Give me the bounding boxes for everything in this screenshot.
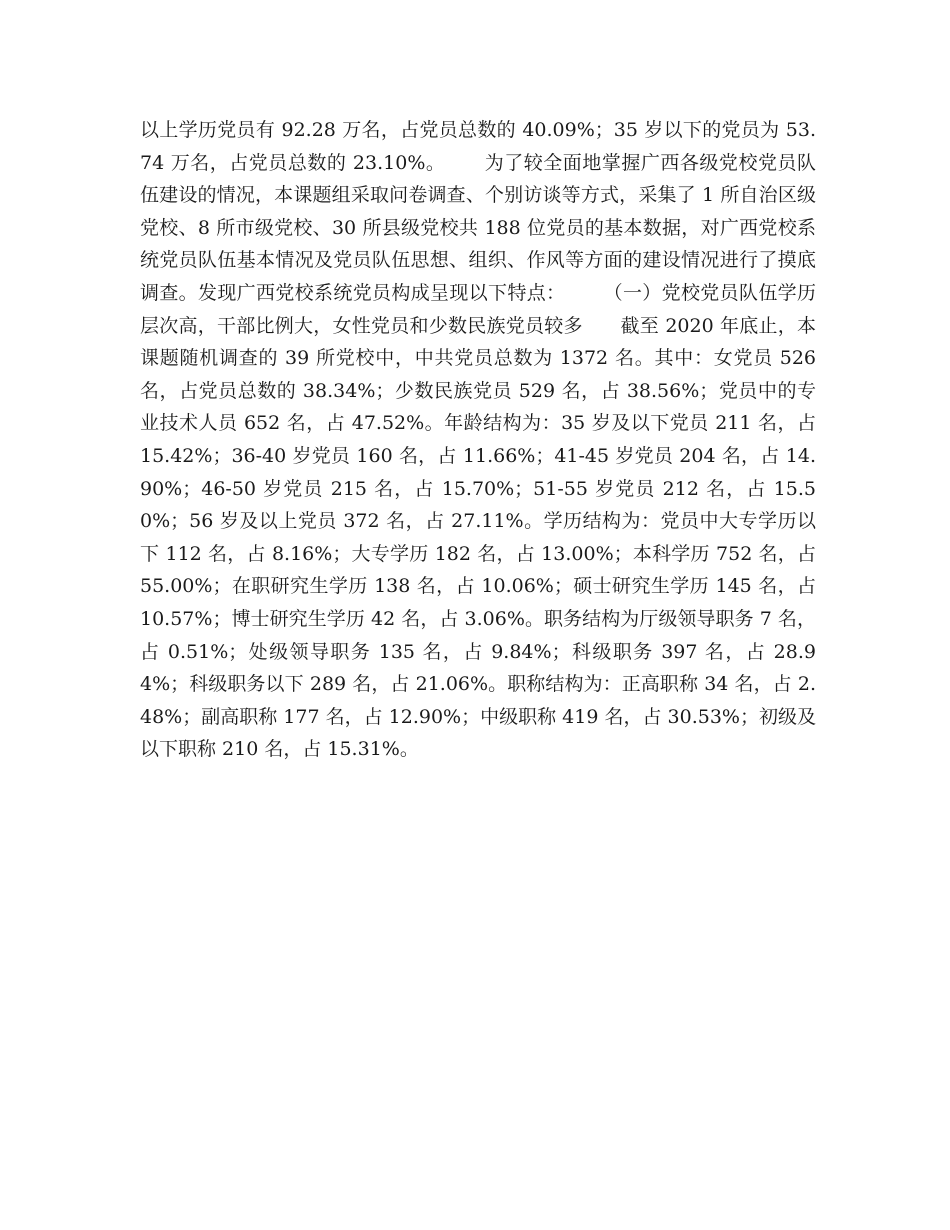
body-paragraph: 以上学历党员有 92.28 万名，占党员总数的 40.09%；35 岁以下的党员为 53.74 万名，占党员总数的 23.10%。 为了较全面地掌握广西各级党校党员队伍建设的情况，本课题组采取问卷调查、个别访谈等方式，采集了 1 所自治区级党校、8 所市级党校、30 所县级党校共 188 位党员的基本数据，对广西党校系统党员队伍基本情况及党员队伍思想、组织、作风等方面的建设情况进行了摸底调查。发现广西党校系统党员构成呈现以下特点： （一）党校党员队伍学历层次高，干部比例大，女性党员和少数民族党员较多 截至 2020 年底止，本课题随机调查的 39 所党校中，中共党员总数为 1372 名。其中：女党员 526 名，占党员总数的 38.34%；少数民族党员 529 名，占 38.56%；党员中的专业技术人员 652 名，占 47.52%。年龄结构为：35 岁及以下党员 211 名，占 15.42%；36-40 岁党员 160 名，占 11.66%；41-45 岁党员 204 名，占 14.90%；46-50 岁党员 215 名，占 15.70%；51-55 岁党员 212 名，占 15.50%；56 岁及以上党员 372 名，占 27.11%。学历结构为：党员中大专学历以下 112 名，占 8.16%；大专学历 182 名，占 13.00%；本科学历 752 名，占 55.00%；在职研究生学历 138 名，占 10.06%；硕士研究生学历 145 名，占 10.57%；博士研究生学历 42 名，占 3.06%。职务结构为厅级领导职务 7 名，占 0.51%；处级领导职务 135 名，占 9.84%；科级职务 397 名，占 28.94%；科级职务以下 289 名，占 21.06%。职称结构为：正高职称 34 名，占 2.48%；副高职称 177 名，占 12.90%；中级职称 419 名，占 30.53%；初级及以下职称 210 名，占 15.31%。 <box>140 119 823 761</box>
